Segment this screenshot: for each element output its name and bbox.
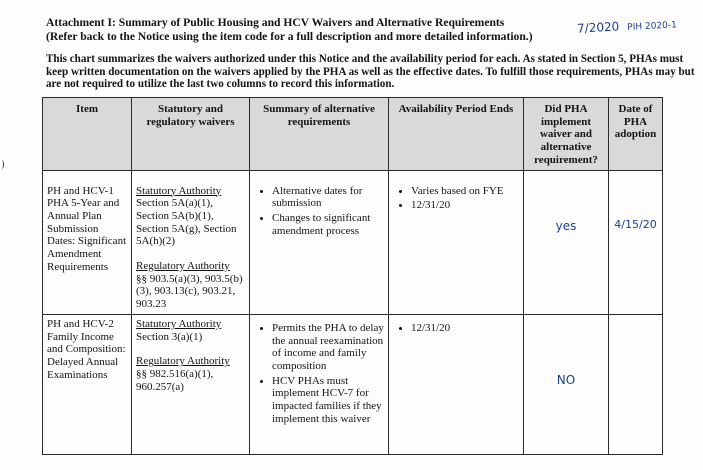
list-item: • Changes to significant amendment process (272, 212, 384, 237)
table-header-row (43, 98, 663, 171)
title-line-2: (Refer back to the Notice using the item code for a full description and more detailed information.) (46, 30, 533, 43)
statutory-heading: Statutory Authority (136, 317, 222, 330)
statutory-text: Section 3(a)(1) (136, 330, 203, 343)
handwritten-date: 7/2020 (576, 19, 620, 36)
cell-implemented (524, 170, 609, 314)
list-item: • 12/31/20 (411, 199, 519, 212)
regulatory-text: §§ 982.516(a)(1), 960.257(a) (136, 367, 214, 393)
title-line-1: Attachment I: Summary of Public Housing and HCV Waivers and Alternative Requirements (46, 16, 505, 29)
table-row (43, 170, 663, 314)
handwritten-header-note (577, 16, 677, 35)
column-header-adoption-date: Date of PHA adoption (609, 98, 663, 171)
column-header-alternatives: Summary of alternative requirements (250, 98, 389, 171)
cell-item: PH and HCV-1 PHA 5-Year and Annual Plan Submission Dates: Significant Amendment Requirements (43, 170, 132, 314)
cell-item: PH and HCV-2 Family Income and Composition: Delayed Annual Examinations (43, 314, 132, 454)
statutory-heading: Statutory Authority (136, 184, 222, 197)
handwritten-answer: NO (556, 372, 576, 387)
column-header-item: Item (43, 98, 132, 171)
document-title (46, 16, 566, 44)
handwritten-answer: yes (555, 218, 577, 233)
regulatory-heading: Regulatory Authority (136, 260, 230, 273)
column-header-availability: Availability Period Ends (389, 98, 524, 171)
cell-availability (389, 170, 524, 314)
cell-alternatives (250, 314, 389, 454)
cell-alternatives (250, 170, 389, 314)
column-header-implemented: Did PHA implement waiver and alternative requirement? (524, 98, 609, 171)
list-item: • Varies based on FYE (411, 185, 519, 198)
list-item: • Alternative dates for submission (272, 185, 384, 210)
cell-waivers (132, 170, 250, 314)
waivers-table (42, 97, 663, 455)
margin-mark (0, 160, 4, 169)
list-item: • HCV PHAs must implement HCV-7 for impacted families if they implement this waiver (272, 375, 384, 426)
cell-implemented (524, 314, 609, 454)
handwritten-reference: PIH 2020-1 (627, 20, 678, 33)
column-header-waivers: Statutory and regulatory waivers (132, 98, 250, 171)
cell-adoption-date (609, 170, 663, 314)
table-row (43, 314, 663, 454)
list-item: • Permits the PHA to delay the annual reexamination of income and family composition (272, 322, 384, 373)
cell-availability (389, 314, 524, 454)
handwritten-date-entry: 4/15/20 (614, 217, 657, 231)
regulatory-text: §§ 903.5(a)(3), 903.5(b)(3), 903.13(c), 903.21, 903.23 (136, 272, 243, 311)
cell-adoption-date (609, 314, 663, 454)
regulatory-heading: Regulatory Authority (136, 355, 230, 368)
statutory-text: Section 5A(a)(1), Section 5A(b)(1), Section 5A(g), Section 5A(h)(2) (136, 197, 237, 248)
list-item: • 12/31/20 (411, 322, 519, 335)
cell-waivers (132, 314, 250, 454)
intro-paragraph: This chart summarizes the waivers authorized under this Notice and the availability period for each. As stated in Section 5, PHAs must keep written documentation on the waivers applied by the PHA as well as the effective dates. To fulfill those requirements, PHAs may but are not required to utilize the last two columns to record this information. (46, 53, 695, 91)
